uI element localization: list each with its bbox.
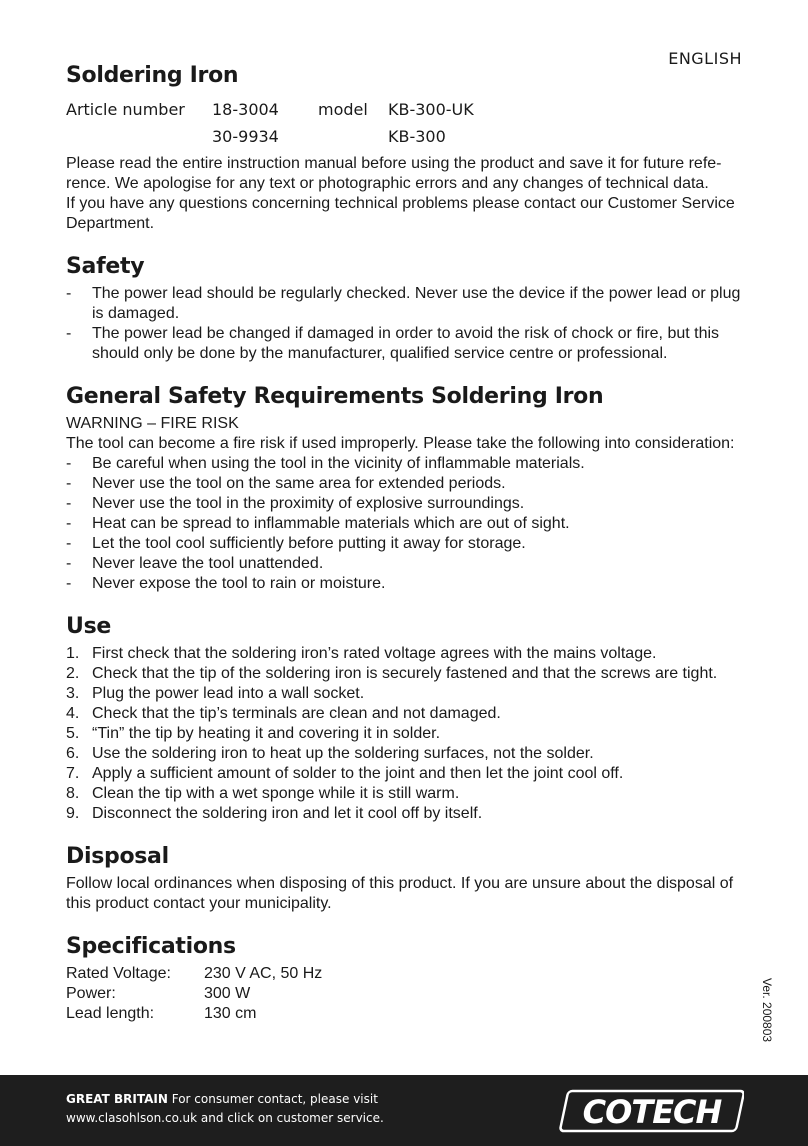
version-label: Ver. 200803 xyxy=(760,978,774,1043)
step-number: 9. xyxy=(66,805,80,822)
spec-value: 300 W xyxy=(204,985,251,1002)
footer-line1: For consumer contact, please visit xyxy=(171,1092,378,1106)
list-item xyxy=(66,724,744,744)
step-text: Plug the power lead into a wall socket. xyxy=(92,685,365,702)
spec-row xyxy=(66,964,744,984)
model-number: KB-300-UK xyxy=(388,100,474,119)
spec-row xyxy=(66,984,744,1004)
step-number: 3. xyxy=(66,685,80,702)
footer-country: GREAT BRITAIN xyxy=(66,1092,168,1106)
list-item: - Let the tool cool sufficiently before putting it away for storage. xyxy=(66,534,744,554)
article-row xyxy=(66,123,744,150)
list-item: - Be careful when using the tool in the vicinity of inflammable materials. xyxy=(66,454,744,474)
step-number: 8. xyxy=(66,785,80,802)
model-number: KB-300 xyxy=(388,127,446,146)
article-number: 30-9934 xyxy=(212,127,279,146)
article-info xyxy=(66,96,744,150)
manual-content xyxy=(66,60,744,1024)
step-number: 6. xyxy=(66,745,80,762)
list-item xyxy=(66,684,744,704)
section-heading-use: Use xyxy=(66,614,111,639)
intro-paragraph: If you have any questions concerning technical problems please contact our Customer Service Department. xyxy=(66,195,735,232)
cotech-logo xyxy=(556,1083,744,1139)
step-text: “Tin” the tip by heating it and covering it in solder. xyxy=(92,725,441,742)
footer-bar xyxy=(0,1075,808,1146)
list-item xyxy=(66,644,744,664)
section-heading-disposal: Disposal xyxy=(66,844,169,869)
step-text: Clean the tip with a wet sponge while it is still warm. xyxy=(92,785,460,802)
spec-label: Lead length: xyxy=(66,1005,155,1022)
list-item: - Never expose the tool to rain or moisture. xyxy=(66,574,744,594)
list-item xyxy=(66,664,744,684)
spec-value: 130 cm xyxy=(204,1005,257,1022)
step-text: Apply a sufficient amount of solder to the joint and then let the joint cool off. xyxy=(92,765,624,782)
section-heading-safety: Safety xyxy=(66,254,145,279)
general-intro: The tool can become a fire risk if used improperly. Please take the following into consideration: xyxy=(66,435,735,452)
list-item xyxy=(66,744,744,764)
intro-paragraph: Please read the entire instruction manual before using the product and save it for future refe-rence. We apologise for any text or photographic errors and any changes of technical data. xyxy=(66,155,722,192)
step-number: 7. xyxy=(66,765,80,782)
list-item: - Never use the tool in the proximity of explosive surroundings. xyxy=(66,494,744,514)
list-item: - The power lead should be regularly checked. Never use the device if the power lead or plug is damaged. xyxy=(66,284,744,324)
step-text: Use the soldering iron to heat up the soldering surfaces, not the solder. xyxy=(92,745,594,762)
specs-table xyxy=(66,964,744,1024)
use-steps xyxy=(66,644,744,824)
section-heading-specifications: Specifications xyxy=(66,934,236,959)
footer-link[interactable]: www.clasohlson.co.uk and click on customer service. xyxy=(66,1111,384,1125)
step-number: 4. xyxy=(66,705,80,722)
section-heading-general-safety: General Safety Requirements Soldering Iron xyxy=(66,384,604,409)
list-item xyxy=(66,704,744,724)
page-title: Soldering Iron xyxy=(66,63,239,88)
article-row xyxy=(66,96,744,123)
footer-contact xyxy=(66,1090,384,1128)
spec-value: 230 V AC, 50 Hz xyxy=(204,965,323,982)
spec-label: Rated Voltage: xyxy=(66,965,171,982)
step-text: Check that the tip’s terminals are clean and not damaged. xyxy=(92,705,501,722)
step-number: 1. xyxy=(66,645,80,662)
spec-label: Power: xyxy=(66,985,116,1002)
step-text: Check that the tip of the soldering iron is securely fastened and that the screws are tight. xyxy=(92,665,718,682)
safety-list xyxy=(66,284,744,364)
list-item: - Heat can be spread to inflammable materials which are out of sight. xyxy=(66,514,744,534)
step-text: Disconnect the soldering iron and let it cool off by itself. xyxy=(92,805,483,822)
list-item xyxy=(66,784,744,804)
disposal-text: Follow local ordinances when disposing of this product. If you are unsure about the disposal of this product contact your municipality. xyxy=(66,875,734,912)
logo-text: COTECH xyxy=(582,1093,722,1131)
step-number: 2. xyxy=(66,665,80,682)
list-item: - Never leave the tool unattended. xyxy=(66,554,744,574)
article-number-label: Article number xyxy=(66,100,185,119)
list-item: - The power lead be changed if damaged in order to avoid the risk of chock or fire, but this should only be done by the manufacturer, qualified service centre or professional. xyxy=(66,324,744,364)
list-item xyxy=(66,764,744,784)
list-item xyxy=(66,804,744,824)
warning-text: WARNING – FIRE RISK xyxy=(66,415,239,432)
list-item: - Never use the tool on the same area for extended periods. xyxy=(66,474,744,494)
step-text: First check that the soldering iron’s rated voltage agrees with the mains voltage. xyxy=(92,645,657,662)
spec-row xyxy=(66,1004,744,1024)
article-number: 18-3004 xyxy=(212,100,279,119)
model-label: model xyxy=(318,100,368,119)
language-label: ENGLISH xyxy=(668,49,742,68)
general-safety-list xyxy=(66,454,744,594)
step-number: 5. xyxy=(66,725,80,742)
